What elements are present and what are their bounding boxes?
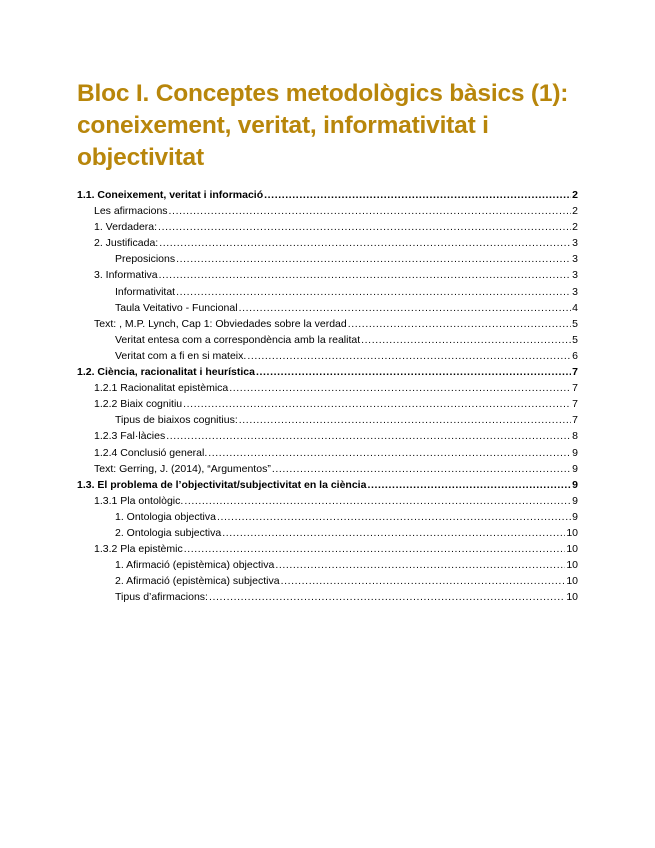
toc-page-number[interactable]: 2 — [572, 205, 578, 218]
toc-entry[interactable] — [77, 412, 578, 428]
toc-entry-title[interactable]: 3. Informativa — [94, 269, 158, 282]
toc-entry[interactable] — [77, 332, 578, 348]
toc-dot-leader — [169, 203, 572, 219]
toc-entry-title[interactable]: Tipus d’afirmacions: — [115, 591, 208, 604]
toc-entry-title[interactable]: Taula Veitativo - Funcional — [115, 301, 238, 314]
toc-page-number[interactable]: 8 — [572, 430, 578, 443]
toc-dot-leader — [272, 461, 571, 477]
toc-entry[interactable] — [77, 573, 578, 589]
toc-entry[interactable] — [77, 541, 578, 557]
toc-dot-leader — [208, 445, 571, 461]
toc-entry[interactable] — [77, 380, 578, 396]
toc-entry-title[interactable]: 2. Afirmació (epistèmica) subjectiva — [115, 575, 280, 588]
toc-entry-title[interactable]: 1.3. El problema de l’objectivitat/subjectivitat en la ciència — [77, 478, 367, 491]
toc-entry[interactable] — [77, 187, 578, 203]
toc-page-number[interactable]: 9 — [572, 462, 578, 475]
toc-entry-title[interactable]: 2. Justificada: — [94, 237, 159, 250]
toc-page-number[interactable]: 2 — [572, 189, 578, 201]
toc-page-number[interactable]: 10 — [566, 559, 578, 572]
toc-dot-leader — [247, 348, 571, 364]
toc-entry[interactable] — [77, 396, 578, 412]
toc-page-number[interactable]: 9 — [572, 510, 578, 523]
table-of-contents — [77, 187, 578, 605]
toc-page-number[interactable]: 2 — [572, 221, 578, 234]
toc-dot-leader — [222, 525, 565, 541]
toc-page-number[interactable]: 3 — [572, 237, 578, 250]
toc-dot-leader — [256, 364, 571, 380]
toc-dot-leader — [158, 219, 571, 235]
toc-entry-title[interactable]: 1.3.1 Pla ontològic. — [94, 494, 184, 507]
toc-dot-leader — [348, 316, 571, 332]
toc-entry-title[interactable]: 1.2.3 Fal·làcies — [94, 430, 166, 443]
toc-page-number[interactable]: 9 — [572, 446, 578, 459]
toc-entry-title[interactable]: Text: , M.P. Lynch, Cap 1: Obviedades sobre la verdad — [94, 317, 347, 330]
toc-entry[interactable] — [77, 251, 578, 267]
toc-dot-leader — [159, 267, 572, 283]
toc-entry[interactable] — [77, 364, 578, 380]
toc-entry-title[interactable]: 1.3.2 Pla epistèmic — [94, 543, 183, 556]
toc-dot-leader — [184, 541, 566, 557]
toc-page-number[interactable]: 7 — [572, 366, 578, 379]
toc-entry-title[interactable]: Les afirmacions — [94, 205, 168, 218]
toc-dot-leader — [159, 235, 571, 251]
toc-page-number[interactable]: 6 — [572, 349, 578, 362]
toc-entry-title[interactable]: Preposicions — [115, 253, 176, 266]
toc-entry[interactable] — [77, 509, 578, 525]
toc-entry-title[interactable]: 1. Ontologia objectiva — [115, 510, 216, 523]
toc-page-number[interactable]: 10 — [566, 575, 578, 588]
toc-entry-title[interactable]: Text: Gerring, J. (2014), “Argumentos” — [94, 462, 271, 475]
toc-dot-leader — [275, 557, 565, 573]
toc-dot-leader — [166, 428, 571, 444]
toc-entry-title[interactable]: Tipus de biaixos cognitius: — [115, 414, 238, 427]
toc-entry-title[interactable]: Veritat com a fi en si mateix. — [115, 349, 247, 362]
toc-entry[interactable] — [77, 316, 578, 332]
toc-dot-leader — [176, 284, 571, 300]
toc-entry-title[interactable]: 1.1. Coneixement, veritat i informació — [77, 189, 264, 201]
toc-page-number[interactable]: 7 — [572, 382, 578, 395]
toc-entry-title[interactable]: 1.2. Ciència, racionalitat i heurística — [77, 366, 255, 379]
toc-page-number[interactable]: 5 — [572, 317, 578, 330]
toc-entry[interactable] — [77, 219, 578, 235]
toc-page-number[interactable]: 4 — [572, 301, 578, 314]
toc-entry[interactable] — [77, 300, 578, 316]
toc-dot-leader — [209, 589, 565, 605]
toc-entry-title[interactable]: 1.2.1 Racionalitat epistèmica — [94, 382, 229, 395]
toc-entry-title[interactable]: 1.2.2 Biaix cognitiu — [94, 398, 183, 411]
toc-entry[interactable] — [77, 493, 578, 509]
toc-entry-title[interactable]: 2. Ontologia subjectiva — [115, 526, 222, 539]
toc-dot-leader — [217, 509, 571, 525]
toc-page-number[interactable]: 10 — [566, 591, 578, 604]
toc-page-number[interactable]: 9 — [572, 494, 578, 507]
toc-dot-leader — [281, 573, 566, 589]
toc-page-number[interactable]: 5 — [572, 333, 578, 346]
toc-dot-leader — [367, 477, 571, 493]
toc-dot-leader — [239, 412, 571, 428]
toc-entry[interactable] — [77, 235, 578, 251]
toc-page-number[interactable]: 9 — [572, 478, 578, 491]
toc-dot-leader — [264, 187, 571, 203]
toc-dot-leader — [176, 251, 571, 267]
toc-entry[interactable] — [77, 203, 578, 219]
toc-entry-title[interactable]: 1.2.4 Conclusió general. — [94, 446, 208, 459]
toc-page-number[interactable]: 3 — [572, 269, 578, 282]
toc-page-number[interactable]: 7 — [572, 414, 578, 427]
toc-page-number[interactable]: 3 — [572, 285, 578, 298]
toc-entry[interactable] — [77, 428, 578, 444]
toc-dot-leader — [183, 396, 571, 412]
toc-page-number[interactable]: 7 — [572, 398, 578, 411]
toc-entry-title[interactable]: 1. Verdadera: — [94, 221, 158, 234]
toc-entry-title[interactable]: 1. Afirmació (epistèmica) objectiva — [115, 559, 275, 572]
toc-page-number[interactable]: 10 — [566, 526, 578, 539]
toc-dot-leader — [229, 380, 571, 396]
toc-entry[interactable] — [77, 267, 578, 283]
toc-entry[interactable] — [77, 589, 578, 605]
toc-dot-leader — [361, 332, 571, 348]
toc-entry[interactable] — [77, 461, 578, 477]
toc-entry[interactable] — [77, 477, 578, 493]
toc-dot-leader — [184, 493, 571, 509]
toc-page-number[interactable]: 10 — [566, 543, 578, 556]
toc-page-number[interactable]: 3 — [572, 253, 578, 266]
toc-entry-title[interactable]: Veritat entesa com a correspondència amb la realitat — [115, 333, 361, 346]
toc-dot-leader — [239, 300, 572, 316]
toc-entry[interactable] — [77, 284, 578, 300]
toc-entry[interactable] — [77, 348, 578, 364]
toc-entry[interactable] — [77, 557, 578, 573]
toc-entry[interactable] — [77, 525, 578, 541]
toc-entry[interactable] — [77, 445, 578, 461]
toc-entry-title[interactable]: Informativitat — [115, 285, 176, 298]
document-title: Bloc I. Conceptes metodològics bàsics (1): coneixement, veritat, informativitat i objectivitat — [77, 80, 569, 171]
